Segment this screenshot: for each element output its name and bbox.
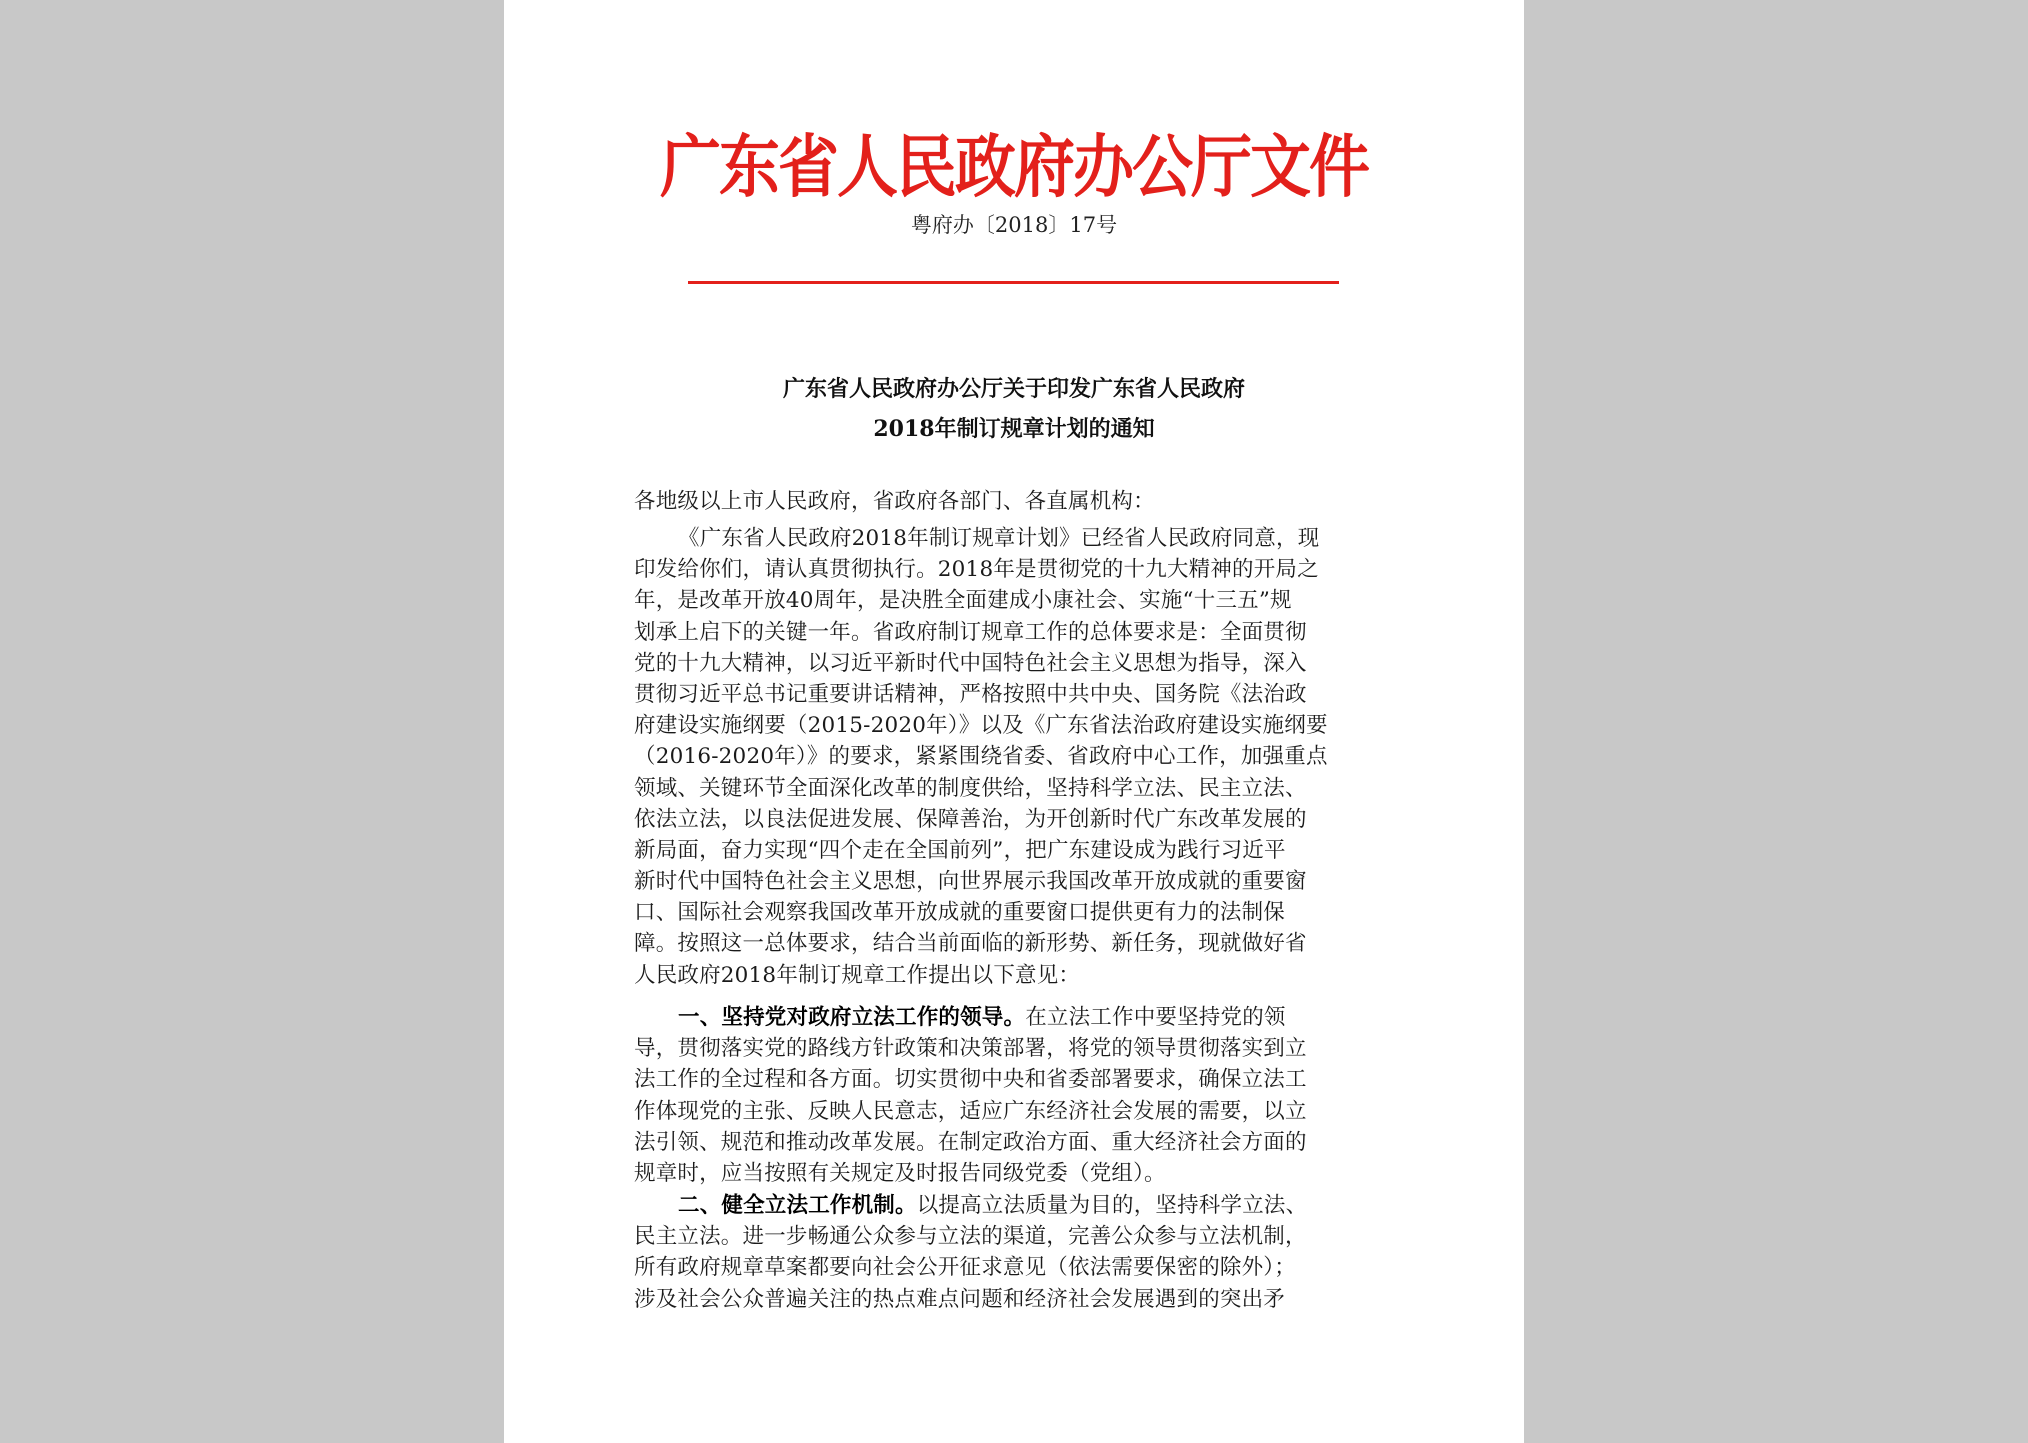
paragraph-line: 所有政府规章草案都要向社会公开征求意见（依法需要保密的除外）； bbox=[634, 1255, 1296, 1281]
paragraph-line bbox=[634, 1002, 1400, 1033]
paragraph-line: 贯彻习近平总书记重要讲话精神，严格按照中共中央、国务院《法治政 bbox=[634, 681, 1307, 707]
paragraph-line: （2016-2020年）》的要求，紧紧围绕省委、省政府中心工作，加强重点 bbox=[634, 744, 1328, 770]
paragraph-line: 新局面，奋力实现“四个走在全国前列”，把广东建设成为践行习近平 bbox=[634, 837, 1286, 863]
issuer-header: 广东省人民政府办公厅文件 bbox=[659, 128, 1368, 208]
paragraph-line: 党的十九大精神，以习近平新时代中国特色社会主义思想为指导，深入 bbox=[634, 650, 1307, 676]
document-number: 粤府办〔2018〕17号 bbox=[910, 213, 1118, 237]
paragraph-line: 涉及社会公众普遍关注的热点难点问题和经济社会发展遇到的突出矛 bbox=[634, 1286, 1286, 1312]
paragraph-line: 《广东省人民政府2018年制订规章计划》已经省人民政府同意，现 bbox=[678, 526, 1320, 551]
paragraph-line: 人民政府2018年制订规章工作提出以下意见： bbox=[634, 962, 1081, 988]
paragraph-section-2 bbox=[634, 1190, 1400, 1315]
paragraph-line: 障。按照这一总体要求，结合当前面临的新形势、新任务，现就做好省 bbox=[634, 931, 1307, 957]
paragraph-line: 府建设实施纲要（2015-2020年）》以及《广东省法治政府建设实施纲要 bbox=[634, 713, 1328, 739]
paragraph-line: 印发给你们，请认真贯彻执行。2018年是贯彻党的十九大精神的开局之 bbox=[634, 557, 1319, 583]
document-page bbox=[504, 0, 1524, 1443]
red-separator-line bbox=[688, 281, 1339, 284]
paragraph-line bbox=[634, 1190, 1400, 1221]
paragraph-line: 法工作的全过程和各方面。切实贯彻中央和省委部署要求，确保立法工 bbox=[634, 1067, 1307, 1093]
paragraph-line: 法引领、规范和推动改革发展。在制定政治方面、重大经济社会方面的 bbox=[634, 1129, 1307, 1155]
paragraph-line: 划承上启下的关键一年。省政府制订规章工作的总体要求是：全面贯彻 bbox=[634, 619, 1307, 645]
section-heading: 二、健全立法工作机制。 bbox=[678, 1193, 917, 1218]
salutation-text: 各地级以上市人民政府，省政府各部门、各直属机构： bbox=[634, 489, 1155, 514]
paragraph-intro bbox=[634, 523, 1400, 991]
paragraph-text: 以提高立法质量为目的，坚持科学立法、 bbox=[916, 1193, 1308, 1218]
paragraph-line: 规章时，应当按照有关规定及时报告同级党委（党组）。 bbox=[634, 1160, 1166, 1186]
notice-title-line-2: 2018年制订规章计划的通知 bbox=[873, 416, 1155, 442]
paragraph-line: 口、国际社会观察我国改革开放成就的重要窗口提供更有力的法制保 bbox=[634, 900, 1286, 926]
paragraph-line: 民主立法。进一步畅通公众参与立法的渠道，完善公众参与立法机制， bbox=[634, 1224, 1307, 1250]
paragraph-line: 新时代中国特色社会主义思想，向世界展示我国改革开放成就的重要窗 bbox=[634, 869, 1307, 895]
salutation bbox=[634, 486, 1400, 517]
section-heading: 一、坚持党对政府立法工作的领导。 bbox=[678, 1005, 1026, 1030]
paragraph-line: 年，是改革开放40周年，是决胜全面建成小康社会、实施“十三五”规 bbox=[634, 588, 1292, 614]
paragraph-line: 依法立法，以良法促进发展、保障善治，为开创新时代广东改革发展的 bbox=[634, 806, 1307, 832]
paragraph-line: 作体现党的主张、反映人民意志，适应广东经济社会发展的需要，以立 bbox=[634, 1098, 1307, 1124]
paragraph-line: 导，贯彻落实党的路线方针政策和决策部署，将党的领导贯彻落实到立 bbox=[634, 1036, 1307, 1062]
paragraph-section-1 bbox=[634, 1002, 1400, 1189]
paragraph-line: 领域、关键环节全面深化改革的制度供给，坚持科学立法、民主立法、 bbox=[634, 775, 1307, 801]
notice-title-line-1: 广东省人民政府办公厅关于印发广东省人民政府 bbox=[782, 376, 1245, 402]
paragraph-text: 在立法工作中要坚持党的领 bbox=[1025, 1005, 1286, 1030]
